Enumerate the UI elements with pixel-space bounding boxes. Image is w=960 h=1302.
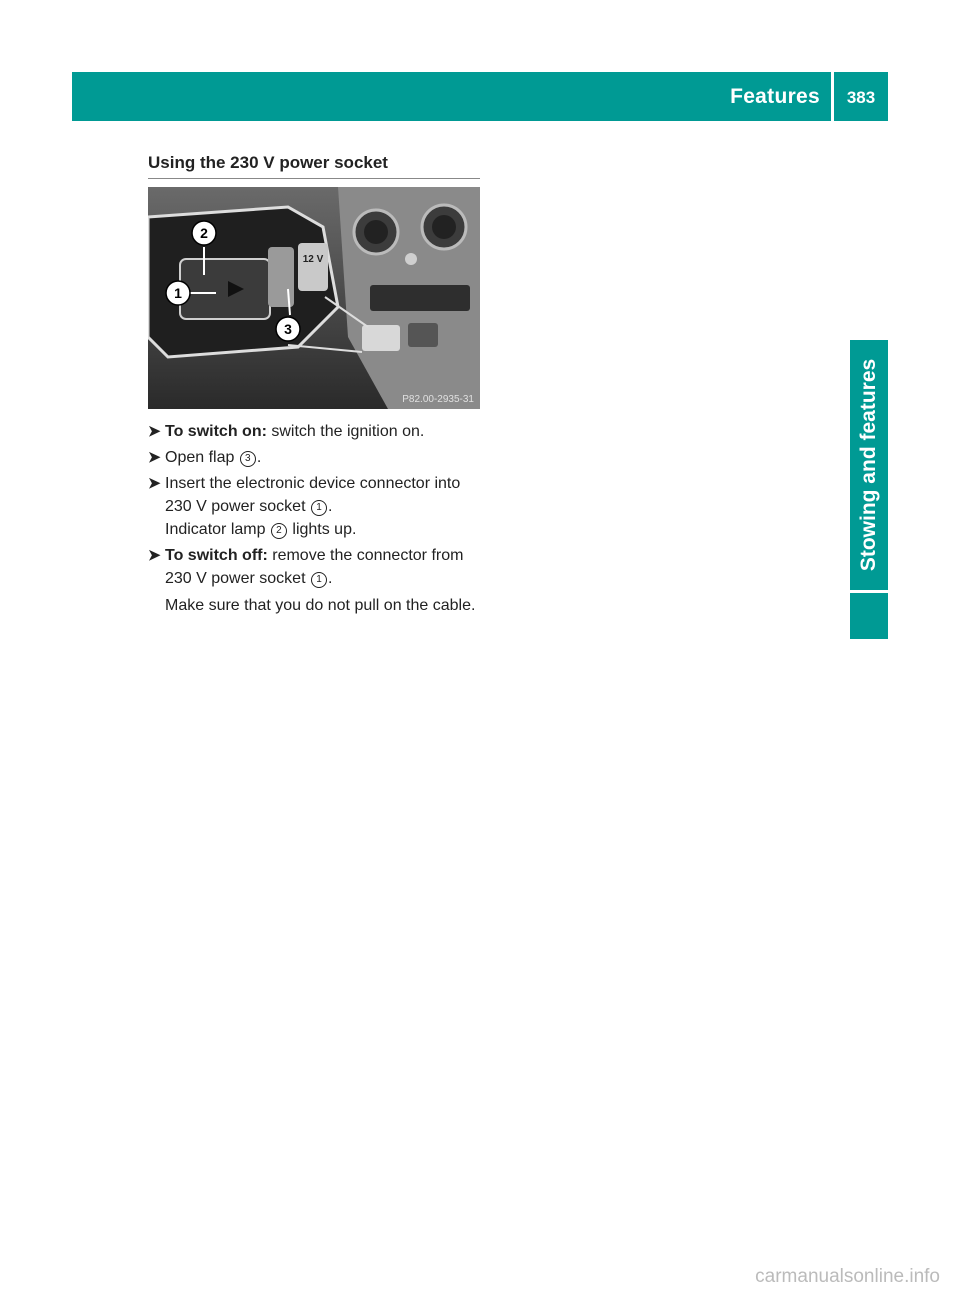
callout-1-label: 1 [174, 285, 182, 301]
callout-1-marker [166, 281, 190, 305]
title-rule [148, 178, 480, 179]
step-text: Insert the electronic device connector into [165, 475, 461, 492]
step-line [165, 518, 488, 541]
socket-12v-label: 12 V [302, 254, 324, 265]
arrow-right-icon: ➤ [148, 547, 161, 564]
arrow-right-icon: ➤ [148, 475, 161, 492]
header-bar [72, 72, 888, 121]
callout-2-label: 2 [200, 225, 208, 241]
step-text: . [327, 570, 333, 587]
step-text: remove the connector from [267, 547, 464, 564]
callout-1-ref: 1 [311, 500, 327, 516]
step-text: 230 V power socket [165, 570, 310, 587]
step-text: Indicator lamp [165, 521, 270, 538]
image-code: P82.00-2935-31 [402, 394, 474, 405]
side-tab-chapter[interactable] [850, 340, 888, 590]
arrow-right-icon: ➤ [148, 449, 161, 466]
callout-2-ref: 2 [271, 523, 287, 539]
callout-3-label: 3 [284, 321, 292, 337]
step-note: Make sure that you do not pull on the cable. [165, 597, 476, 614]
power-socket-illustration [148, 187, 480, 409]
arrow-right-icon: ➤ [148, 423, 161, 440]
step-text: . [256, 449, 262, 466]
step-insert-connector [148, 472, 488, 541]
step-text: Open flap [165, 449, 239, 466]
step-switch-on [148, 420, 488, 443]
step-switch-off [148, 544, 488, 617]
callout-3-ref: 3 [240, 451, 256, 467]
step-line [165, 495, 488, 518]
step-line [165, 567, 488, 590]
step-lead: To switch on: [165, 423, 267, 440]
watermark: carmanualsonline.info [755, 1266, 940, 1287]
callout-2-marker [192, 221, 216, 245]
callout-1-ref: 1 [311, 572, 327, 588]
instruction-steps [148, 420, 488, 620]
step-text: switch the ignition on. [266, 423, 425, 440]
step-open-flap [148, 446, 488, 469]
step-text: lights up. [287, 521, 357, 538]
step-text: . [327, 498, 333, 515]
callout-3-marker [276, 317, 300, 341]
step-text: 230 V power socket [165, 498, 310, 515]
side-tab-marker [850, 593, 888, 639]
page-number: 383 [846, 88, 876, 107]
side-tab-label: Stowing and features [857, 358, 880, 572]
section-title: Using the 230 V power socket [148, 153, 388, 172]
header-section-title: Features [730, 85, 820, 108]
power-socket-figure [148, 187, 480, 409]
step-lead: To switch off: [165, 547, 268, 564]
